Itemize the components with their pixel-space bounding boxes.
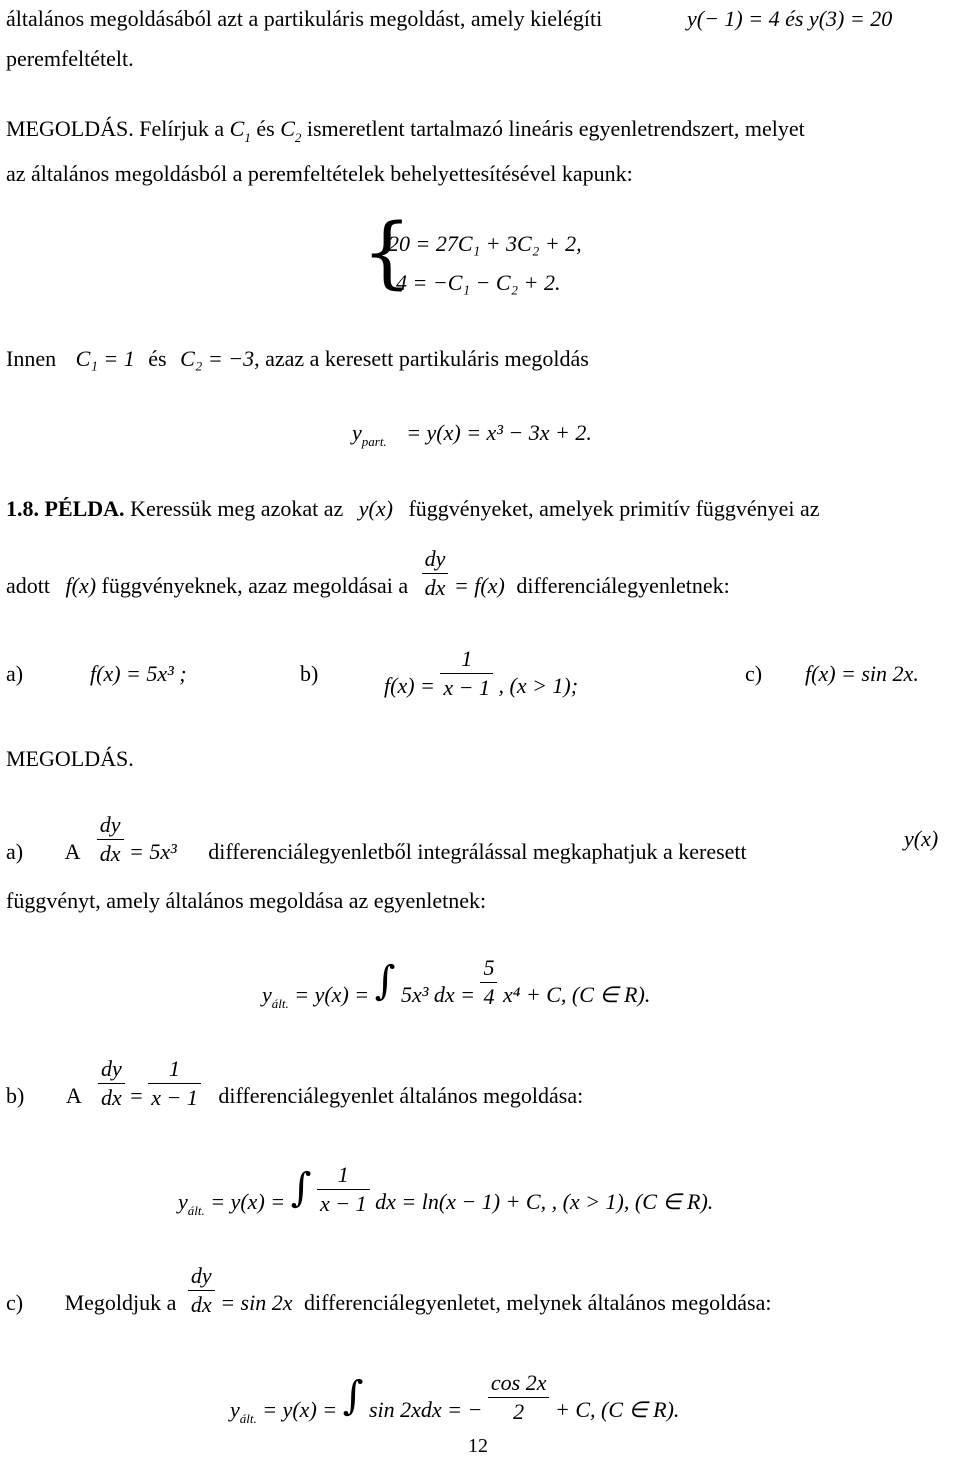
intro-text: általános megoldásából azt a partikuláris megoldást, amely kielégíti [6, 6, 603, 31]
solution-line-1 [6, 116, 805, 145]
integral-sign: ∫ [374, 958, 396, 1004]
c1-symbol: $C_1$ [229, 116, 251, 145]
sol-a-result: $y_{ált.} = y(x)$ = ∫ 5x³ dx = $\frac{5}{4}$ x⁴ + C, (C ∈ R). [262, 955, 651, 1011]
c1-value: C₁ = 1 [75, 346, 135, 371]
system-eq-2: 4 = −C₁ − C₂ + 2. [396, 270, 561, 295]
innen-line [6, 348, 589, 370]
sol-a-line-2: függvényt, amely általános megoldása az egyenletnek: [6, 888, 487, 913]
sol-b-fraction-dy: $\frac{dy}{dx}$ [98, 1058, 125, 1109]
particular-rhs: = y(x) = x³ − 3x + 2. [406, 420, 592, 445]
innen-word: Innen [6, 346, 57, 371]
equals-fx: = f(x) [453, 572, 505, 598]
case-c-label: c) [745, 661, 763, 686]
sol-b-line: b) A $\frac{dy}{dx}$ = $\frac{1}{x - 1}$ differenciálegyenlet általános megoldása: [6, 1056, 584, 1110]
solution-line-2: az általános megoldásból a peremfeltételek behelyettesítésével kapunk: [6, 161, 633, 186]
example-text-4: differenciálegyenletnek: [516, 572, 730, 598]
example-text: Keressük meg azokat az [130, 496, 344, 521]
example-line-1 [6, 498, 820, 520]
case-c-eq: f(x) = sin 2x. [805, 661, 919, 686]
innen-rest: , azaz a keresett partikuláris megoldás [254, 346, 589, 371]
example-text-2: függvényeket, amelyek primitív függvényei az [408, 496, 820, 521]
boundary-conditions: y(− 1) = 4 és y(3) = 20 [687, 6, 893, 31]
fx-symbol: f(x) [65, 572, 97, 598]
c2-value: C₂ = −3 [180, 346, 255, 371]
case-b-label: b) [300, 661, 319, 686]
case-b-eq: f(x) = $\frac{1}{x - 1}$ , (x > 1); [384, 646, 579, 700]
particular-solution: $y_{part.} = y(x) = x^3 - 3x + 2$. [352, 420, 592, 449]
yx-symbol: y(x) [358, 496, 393, 521]
intro-line-1 [6, 8, 602, 30]
and-word: és [148, 346, 167, 371]
case-b-fraction: $\frac{1}{x - 1}$ [440, 648, 493, 699]
integral-sign: ∫ [342, 1373, 364, 1419]
part-subscript: part. [361, 434, 387, 449]
solution-heading: MEGOLDÁS. [6, 746, 134, 771]
sol-b-result: $y_{ált.} = y(x)$ = ∫ $\frac{1}{x - 1}$ dx = ln(x − 1) + C, , (x > 1), (C ∈ R). [178, 1162, 714, 1218]
page-number: 12 [468, 1435, 488, 1457]
and-word: és [256, 116, 275, 141]
sol-a-line: a) A $\frac{dy}{dx}$ = 5x³ differenciálegyenletből integrálással megkaphatjuk a keresett [6, 812, 747, 866]
sol-c-fraction: $\frac{dy}{dx}$ [188, 1265, 215, 1316]
sol-b-fraction: $\frac{1}{x - 1}$ [148, 1058, 201, 1109]
sol-c-result: $y_{ált.} = y(x)$ = ∫ sin 2xdx = − $\frac{\cos 2x}{2}$ + C, (C ∈ R). [230, 1370, 680, 1426]
sol-a-yx: y(x) [904, 826, 939, 851]
example-label: 1.8. PÉLDA. [6, 496, 125, 521]
example-text-3: függvényeknek, azaz megoldásai a [101, 572, 409, 598]
adott-word: adott [6, 572, 50, 598]
solution-label: MEGOLDÁS. [6, 116, 134, 141]
system-brace: { [362, 208, 412, 298]
system-eq-1: 20 = 27C₁ + 3C₂ + 2, [388, 231, 582, 256]
solution-text-2: ismeretlent tartalmazó lineáris egyenletrendszert, melyet [306, 116, 805, 141]
sol-c-line: c) Megoldjuk a $\frac{dy}{dx}$ = sin 2x differenciálegyenletet, melynek általános megoldása: [6, 1263, 772, 1317]
case-a-label: a) [6, 661, 24, 686]
case-a-eq: f(x) = 5x³ ; [90, 661, 187, 686]
example-line-2 [6, 548, 730, 599]
intro-line-2: peremfeltételt. [6, 46, 134, 71]
integral-sign: ∫ [290, 1165, 312, 1211]
sol-a-fraction: $\frac{dy}{dx}$ [97, 814, 124, 865]
c2-symbol: $C_2$ [280, 116, 302, 145]
solution-text: Felírjuk a [139, 116, 225, 141]
dy-dx-fraction: $\frac{dy}{dx}$ [422, 548, 449, 599]
